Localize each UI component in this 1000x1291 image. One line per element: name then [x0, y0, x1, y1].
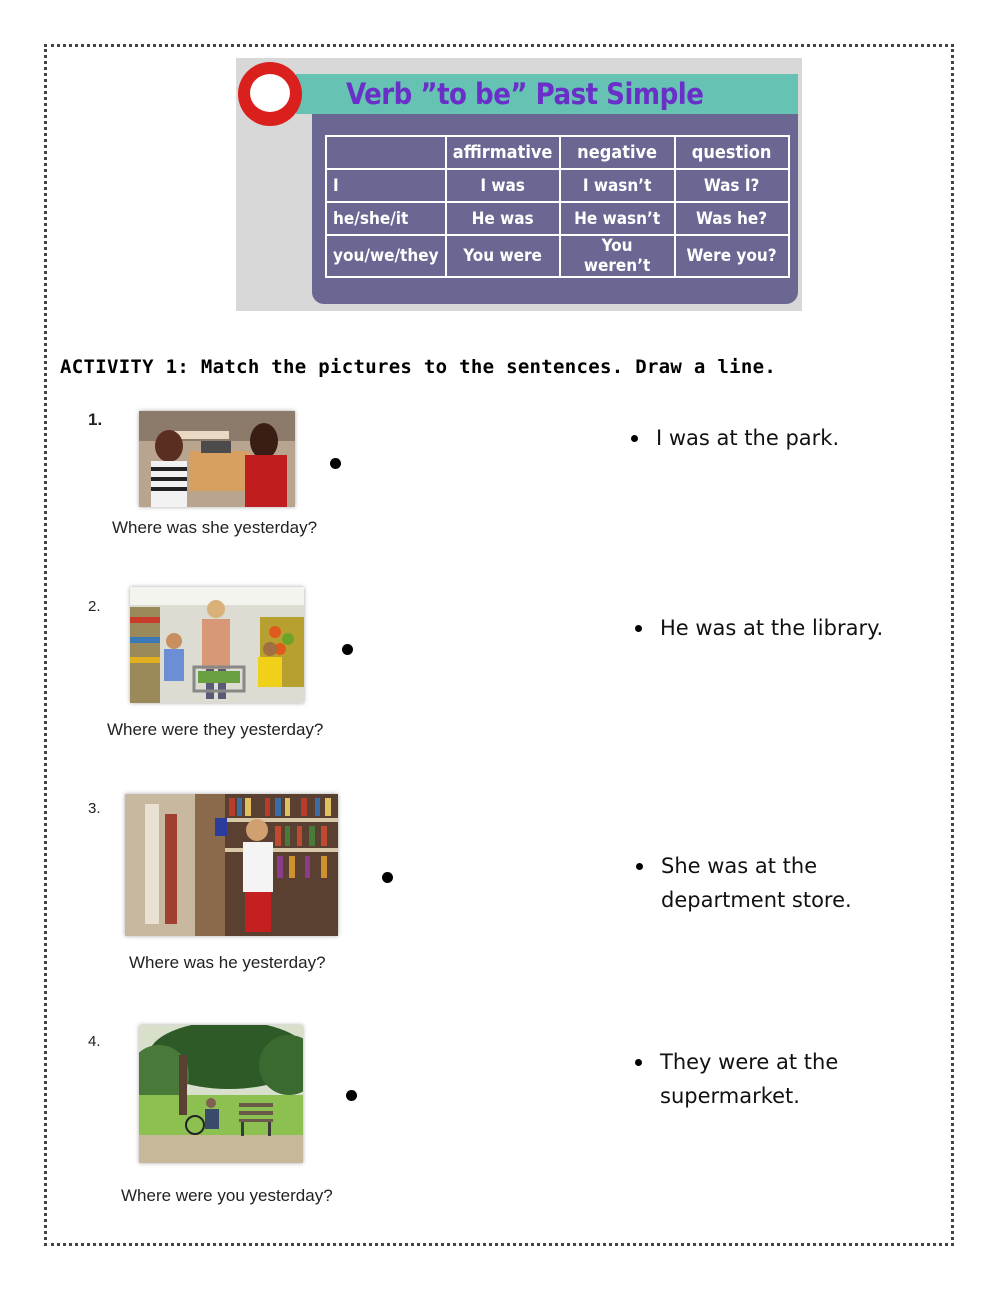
- table-row: [326, 235, 789, 277]
- bullet-icon[interactable]: [636, 863, 643, 870]
- bullet-icon[interactable]: [635, 625, 642, 632]
- supermarket-photo: [130, 587, 304, 703]
- table-cell: You were: [446, 235, 560, 277]
- table-header-cell: negative: [560, 136, 675, 169]
- bullet-icon[interactable]: [635, 1059, 642, 1066]
- sentence-option: [661, 849, 852, 917]
- table-row: [326, 202, 789, 235]
- sentence-option: [656, 421, 839, 455]
- table-header-cell: question: [675, 136, 789, 169]
- table-cell: He wasn’t: [560, 202, 675, 235]
- table-cell: Was I?: [675, 169, 789, 202]
- grammar-table: [325, 135, 790, 278]
- sentence-line: He was at the library.: [660, 616, 884, 640]
- bullet-icon[interactable]: [631, 435, 638, 442]
- activity-instruction: ACTIVITY 1: Match the pictures to the sentences. Draw a line.: [60, 356, 777, 378]
- sentence-option: [660, 1045, 838, 1113]
- sentence-option: [660, 611, 883, 645]
- match-dot[interactable]: [346, 1090, 357, 1101]
- sentence-line: I was at the park.: [656, 426, 840, 450]
- table-cell: You weren’t: [560, 235, 675, 277]
- match-dot[interactable]: [342, 644, 353, 655]
- item-caption: Where was she yesterday?: [112, 518, 318, 537]
- badge-center: [250, 74, 290, 112]
- match-dot[interactable]: [382, 872, 393, 883]
- sentence-line: They were at the: [660, 1050, 839, 1074]
- item-number: 4.: [88, 1033, 101, 1050]
- match-dot[interactable]: [330, 458, 341, 469]
- table-header-row: [326, 136, 789, 169]
- item-caption: Where was he yesterday?: [129, 953, 326, 972]
- department-store-photo: [139, 411, 295, 507]
- sentence-line: department store.: [661, 888, 852, 912]
- sentence-line: She was at the: [661, 854, 818, 878]
- table-cell: Were you?: [675, 235, 789, 277]
- table-cell: I: [326, 169, 446, 202]
- library-photo: [125, 794, 338, 936]
- item-caption: Where were they yesterday?: [107, 720, 324, 739]
- sentence-line: supermarket.: [660, 1084, 800, 1108]
- table-cell: he/she/it: [326, 202, 446, 235]
- table-header-cell: [326, 136, 446, 169]
- table-header-cell: affirmative: [446, 136, 560, 169]
- table-cell: you/we/they: [326, 235, 446, 277]
- table-cell: I wasn’t: [560, 169, 675, 202]
- table-row: [326, 169, 789, 202]
- table-cell: Was he?: [675, 202, 789, 235]
- grammar-title: Verb ”to be” Past Simple: [346, 77, 704, 111]
- item-number: 3.: [88, 800, 101, 817]
- item-number: 1.: [88, 410, 103, 429]
- item-number: 2.: [88, 598, 101, 615]
- item-caption: Where were you yesterday?: [121, 1186, 333, 1205]
- table-cell: He was: [446, 202, 560, 235]
- park-photo: [139, 1025, 303, 1163]
- table-cell: I was: [446, 169, 560, 202]
